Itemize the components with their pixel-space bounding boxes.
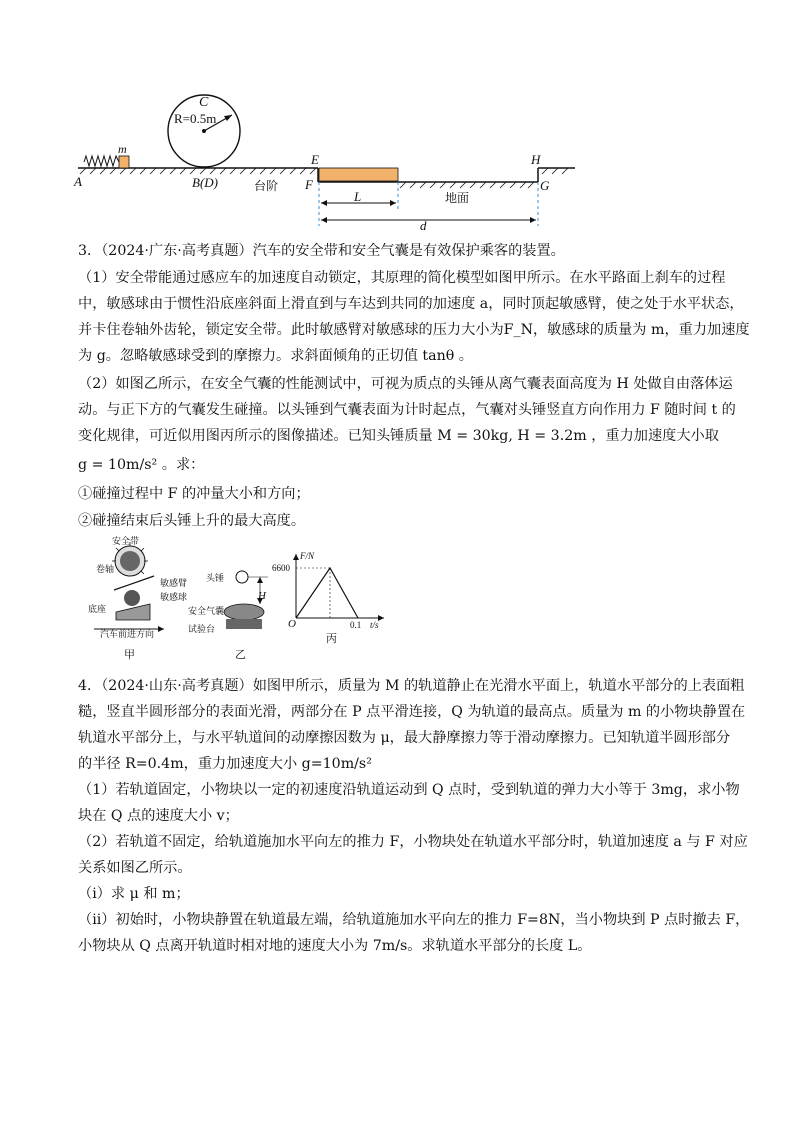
q3-part2-line1: （2）如图乙所示，在安全气囊的性能测试中，可视为质点的头锤从离气囊表面高度为 H 处做自由落体运 [78,376,733,392]
q4-heading: 4．（2024·山东·高考真题）如图甲所示，质量为 M 的轨道静止在光滑水平面上，轨道水平部分的上表面粗 [78,678,745,694]
q4-sub-i: （i）求 μ 和 m； [78,886,190,902]
label-head: 头锤 [206,573,225,583]
label-bag: 安全气囊 [188,606,225,616]
label-a: A [74,174,82,189]
q4-part2-line2: 关系如图乙所示。 [78,860,192,876]
label-d: d [420,218,427,233]
q3-part2-line2: 动。与正下方的气囊发生碰撞。以头锤到气囊表面为计时起点，气囊对头锤竖直方向作用力 F 随时间 t 的 [78,402,736,418]
label-m: m [118,142,127,156]
label-l: L [354,189,362,204]
label-base: 底座 [88,604,107,614]
q3-part1-line3: 并卡住卷轴外齿轮，锁定安全带。此时敏感臂对敏感球的压力大小为F_N，敏感球的质量为 m，重力加速度 [78,322,750,338]
label-ball: 敏感球 [160,592,188,602]
q4-part2-line1: （2）若轨道不固定，给轨道施加水平向左的推力 F，小物块处在轨道水平部分时，轨道加速度 a 与 F 对应 [78,834,748,850]
caption-jia: 甲 [124,648,135,661]
label-reel: 卷轴 [96,564,115,574]
label-step: 台阶 [254,179,279,193]
label-bench: 试验台 [188,624,216,634]
label-yi-h: H [258,590,266,602]
q4-line3: 轨道水平部分上，与水平轨道间的动摩擦因数为 μ，最大静摩擦力等于滑动摩擦力。已知轨道半圆形部分 [78,730,731,746]
q3-part1-line2: 中，敏感球由于惯性沿底座斜面上滑直到与车达到共同的加速度 a，同时顶起敏感臂，使之处于水平状态， [78,296,744,312]
label-arm: 敏感臂 [160,578,188,588]
q3-part2-line4: g = 10m/s² 。求： [78,457,205,473]
q4-line2: 糙，竖直半圆形部分的表面光滑，两部分在 P 点平滑连接，Q 为轨道的最高点。质量为 m 的小物块静置在 [78,704,746,720]
q3-part2-line3: 变化规律，可近似用图丙所示的图像描述。已知头锤质量 M = 30kg, H = 3.2m ，重力加速度大小取 [78,428,719,444]
q4-sub-ii-line2: 小物块从 Q 点离开轨道时相对地的速度大小为 7m/s。求轨道水平部分的长度 L。 [78,938,592,954]
figure-bing [290,550,390,630]
q4-part1-line2: 块在 Q 点的速度大小 v； [78,808,239,824]
label-direction: 汽车前进方向 [100,629,155,639]
label-fn: F/N [300,551,315,561]
label-origin: O [288,618,296,630]
label-radius: R=0.5m [174,111,217,126]
label-c: C [199,95,209,110]
caption-bing: 丙 [326,632,337,645]
force-curve [296,568,358,618]
track-figure [70,90,590,230]
label-ts: t/s [370,620,379,630]
q3-part1-line4: 为 g。忽略敏感球受到的摩擦力。求斜面倾角的正切值 tanθ 。 [78,348,473,364]
label-belt: 安全带 [112,536,140,546]
q3-sub2: ②碰撞结束后头锤上升的最大高度。 [78,513,306,529]
label-6600: 6600 [272,563,290,573]
q3-sub1: ①碰撞过程中 F 的冲量大小和方向； [78,486,310,502]
label-h: H [531,152,541,167]
q4-line4: 的半径 R=0.4m，重力加速度大小 g=10m/s² [78,756,372,772]
label-ground: 地面 [445,191,470,205]
label-e: E [311,152,319,167]
label-0-1: 0.1 [350,620,362,630]
q4-sub-ii-line1: （ii）初始时，小物块静置在轨道最左端，给轨道施加水平向左的推力 F=8N，当小物块到 P 点时撤去 F， [78,912,750,928]
label-g: G [540,178,550,193]
label-b: B(D) [192,175,218,190]
label-f: F [305,177,313,192]
caption-yi: 乙 [235,648,246,661]
q3-heading: 3．（2024·广东·高考真题）汽车的安全带和安全气囊是有效保护乘客的装置。 [78,243,565,259]
q4-part1-line1: （1）若轨道固定，小物块以一定的初速度沿轨道运动到 Q 点时，受到轨道的弹力大小等于 3mg，求小物 [78,782,740,798]
q3-part1-line1: （1）安全带能通过感应车的加速度自动锁定，其原理的简化模型如图甲所示。在水平路面上刹车的过程 [78,270,726,286]
